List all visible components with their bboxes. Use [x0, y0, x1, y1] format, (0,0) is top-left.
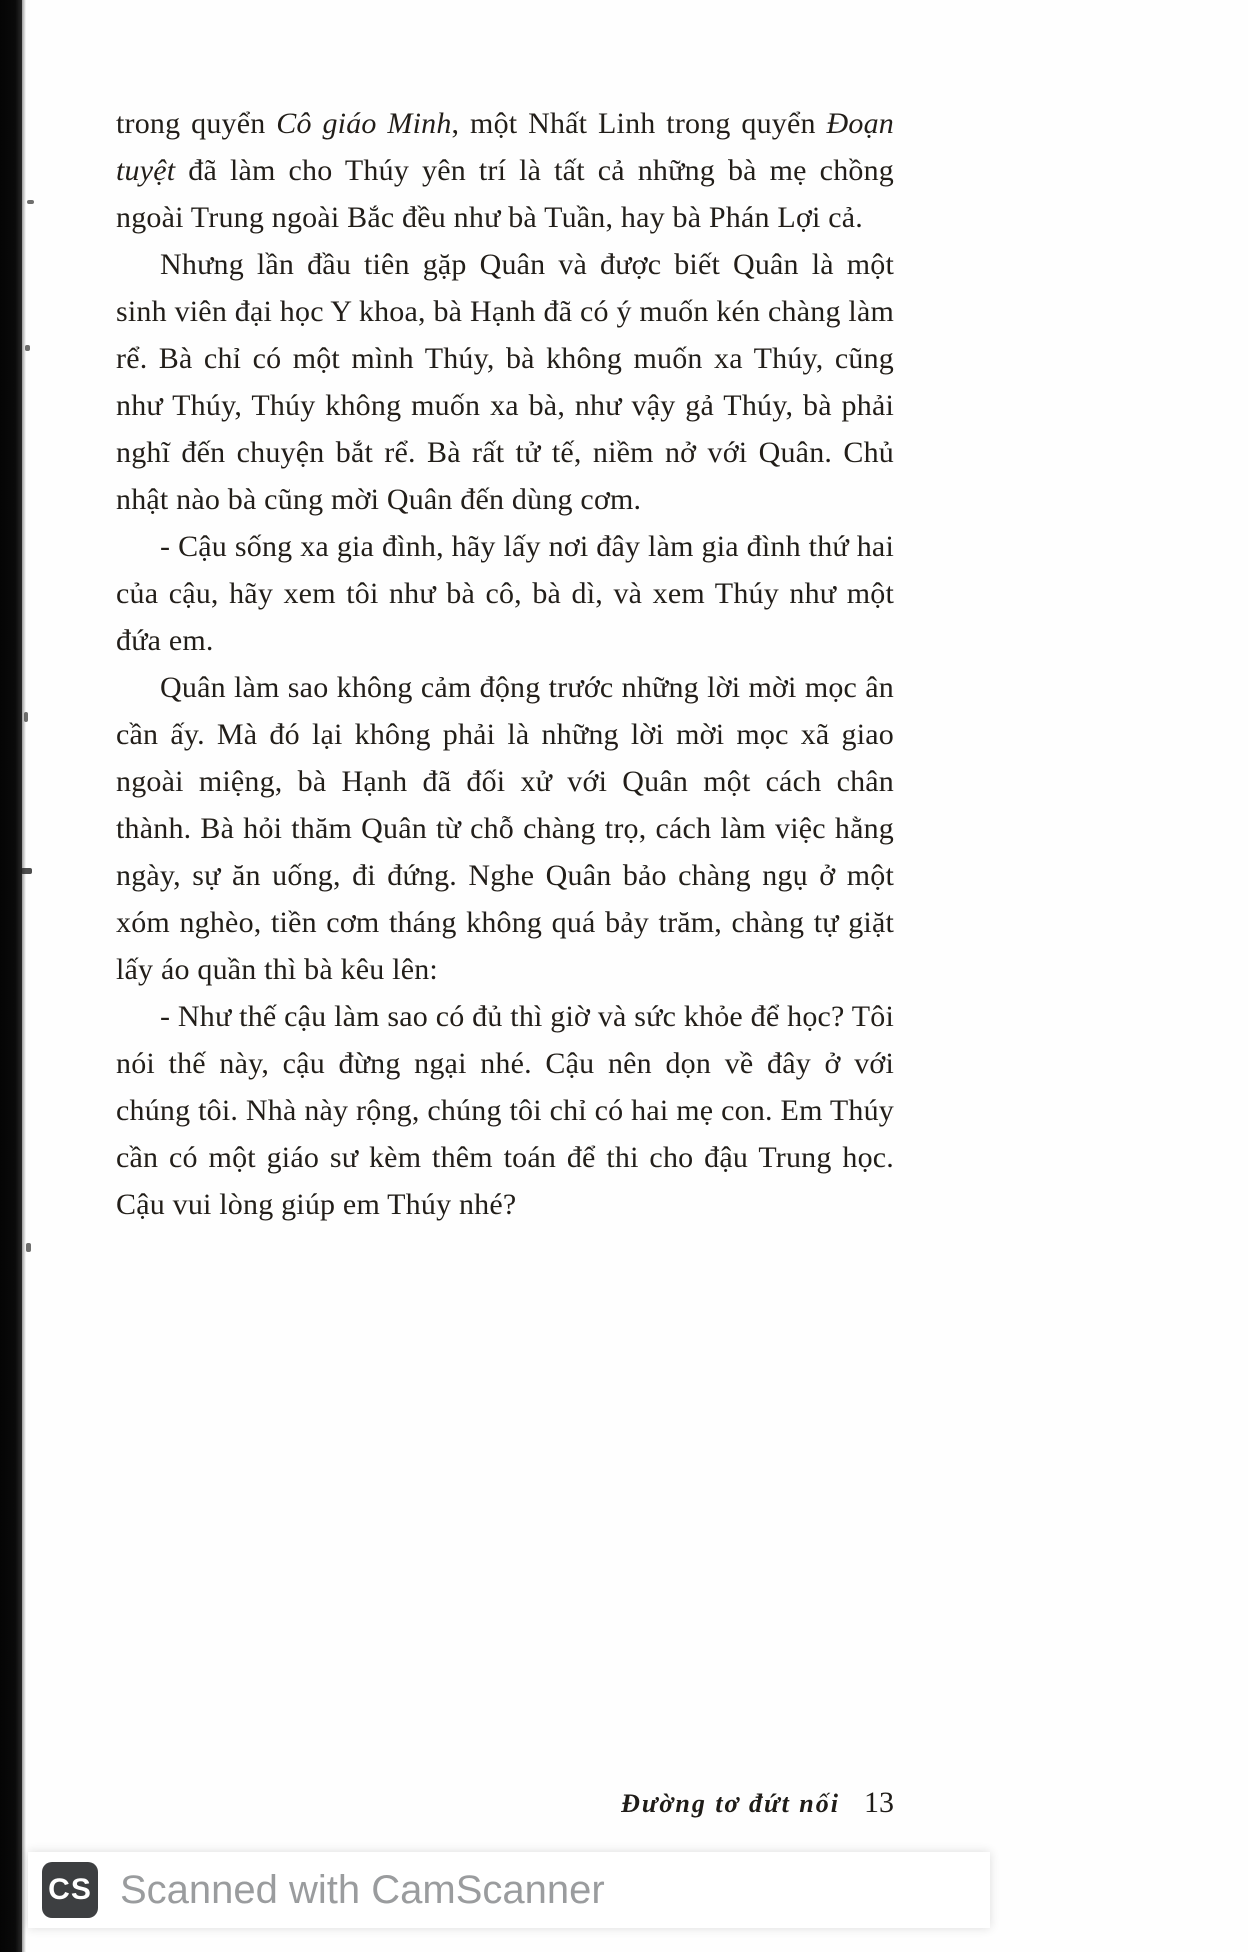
camscanner-logo-text: CS [48, 1873, 92, 1906]
page-footer [116, 1786, 894, 1820]
paragraph [116, 664, 894, 993]
scan-edge-artifact [0, 0, 22, 1952]
paragraph [116, 241, 894, 523]
text-segment: - Cậu sống xa gia đình, hãy lấy nơi đây làm gia đình thứ hai của cậu, hãy xem tôi như bà cô, bà dì, và xem Thúy như một đứa em. [116, 530, 894, 657]
scan-speck [24, 712, 28, 722]
text-block [116, 100, 894, 1228]
camscanner-watermark [28, 1852, 990, 1928]
scan-speck [21, 868, 32, 874]
text-segment: Nhưng lần đầu tiên gặp Quân và được biết Quân là một sinh viên đại học Y khoa, bà Hạnh đã có ý muốn kén chàng làm rể. Bà chỉ có một mình Thúy, bà không muốn xa Thúy, cũng như Thúy, Thúy không muốn xa bà, như vậy gả Thúy, bà phải nghĩ đến chuyện bắt rể. Bà rất tử tế, niềm nở với Quân. Chủ nhật nào bà cũng mời Quân đến dùng cơm. [116, 248, 894, 516]
text-segment: Quân làm sao không cảm động trước những lời mời mọc ân cần ấy. Mà đó lại không phải là những lời mời mọc xã giao ngoài miệng, bà Hạnh đã đối xử với Quân một cách chân thành. Bà hỏi thăm Quân từ chỗ chàng trọ, cách làm việc hằng ngày, sự ăn uống, đi đứng. Nghe Quân bảo chàng ngụ ở một xóm nghèo, tiền cơm tháng không quá bảy trăm, chàng tự giặt lấy áo quần thì bà kêu lên: [116, 671, 894, 986]
camscanner-logo-icon [42, 1862, 98, 1918]
italic-text-segment: Đoạn tuyệt [116, 107, 894, 187]
scan-speck [27, 200, 34, 204]
paragraph [116, 993, 894, 1228]
paragraph [116, 100, 894, 241]
italic-text-segment: Cô giáo Minh [276, 107, 452, 140]
camscanner-watermark-text: Scanned with CamScanner [120, 1867, 605, 1912]
running-title: Đường tơ đứt nối [621, 1789, 840, 1818]
scan-speck [25, 345, 30, 351]
page-number: 13 [864, 1786, 894, 1819]
text-segment: , một Nhất Linh trong quyển [451, 107, 827, 140]
paragraph [116, 523, 894, 664]
text-segment: - Như thế cậu làm sao có đủ thì giờ và sức khỏe để học? Tôi nói thế này, cậu đừng ngại nhé. Cậu nên dọn về đây ở với chúng tôi. Nhà này rộng, chúng tôi chỉ có hai mẹ con. Em Thúy cần có một giáo sư kèm thêm toán để thi cho đậu Trung học. Cậu vui lòng giúp em Thúy nhé? [116, 1000, 894, 1221]
scan-speck [26, 1243, 31, 1252]
text-segment: trong quyển [116, 107, 277, 140]
text-segment: đã làm cho Thúy yên trí là tất cả những bà mẹ chồng ngoài Trung ngoài Bắc đều như bà Tuần, hay bà Phán Lợi cả. [116, 154, 894, 234]
